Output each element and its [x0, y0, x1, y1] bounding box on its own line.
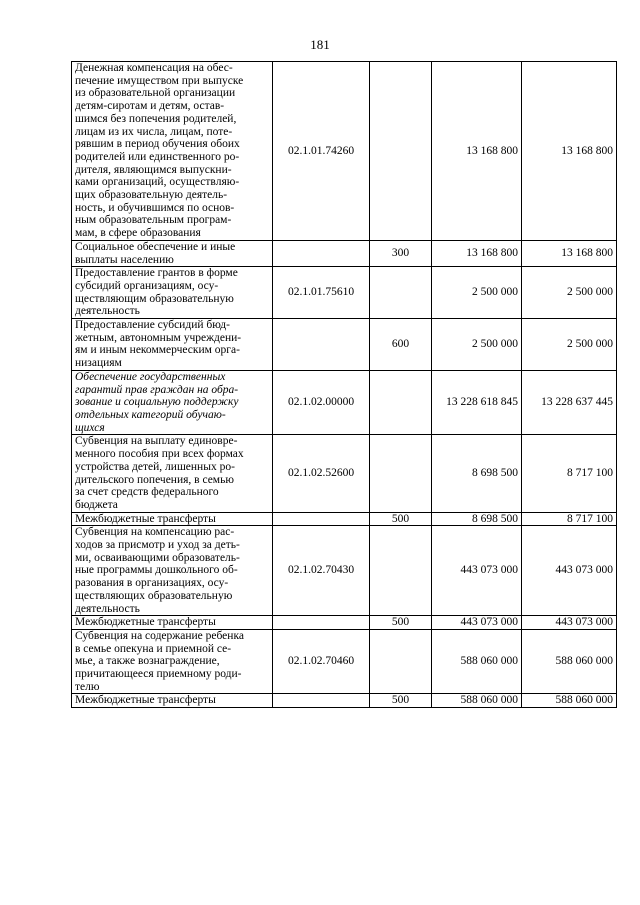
row-name-line: Социальное обеспечение и иные	[75, 240, 236, 253]
table-row	[72, 267, 617, 319]
row-sum-2: 13 168 800	[522, 62, 617, 241]
table-row	[72, 629, 617, 694]
row-name-line: ми, осваивающими образователь-	[75, 551, 240, 564]
row-code: 02.1.01.75610	[273, 267, 370, 319]
row-sum-2: 443 073 000	[522, 616, 617, 630]
row-name-line: Предоставление субсидий бюд-	[75, 319, 230, 332]
row-kvr	[370, 435, 432, 512]
row-sum-2: 2 500 000	[522, 319, 617, 371]
row-name-line: Межбюджетные трансферты	[75, 512, 216, 525]
row-name-line: печение имуществом при выпуске	[75, 74, 244, 87]
row-sum-2: 13 228 637 445	[522, 370, 617, 435]
row-sum-1: 13 228 618 845	[432, 370, 522, 435]
row-code	[273, 512, 370, 526]
row-sum-2: 8 717 100	[522, 512, 617, 526]
row-name-line: телю	[75, 680, 100, 693]
row-code: 02.1.02.00000	[273, 370, 370, 435]
row-sum-1: 13 168 800	[432, 62, 522, 241]
row-name-line: детям-сиротам и детям, остав-	[75, 100, 225, 113]
row-name	[72, 512, 273, 526]
row-name-line: родителей или единственного ро-	[75, 150, 240, 163]
row-sum-1: 2 500 000	[432, 319, 522, 371]
row-name-line: выплаты населению	[75, 253, 174, 266]
row-name	[72, 435, 273, 512]
row-name-line: щих образовательную деятель-	[75, 189, 228, 202]
row-name-line: ям и иным некоммерческим орга-	[75, 344, 240, 357]
table-row	[72, 616, 617, 630]
row-name-line: ками организаций, осуществляю-	[75, 176, 240, 189]
row-name	[72, 240, 273, 266]
row-name	[72, 616, 273, 630]
row-kvr	[370, 62, 432, 241]
row-kvr: 500	[370, 694, 432, 708]
row-name-line: деятельность	[75, 305, 140, 318]
row-name-line: деятельность	[75, 602, 140, 615]
table-row	[72, 512, 617, 526]
row-name-line: рявшим в период обучения обоих	[75, 138, 240, 151]
row-name-line: зование и социальную поддержку	[75, 396, 239, 409]
budget-table-body	[72, 62, 617, 708]
row-kvr	[370, 526, 432, 616]
row-sum-2: 588 060 000	[522, 629, 617, 694]
row-name-line: за счет средств федерального	[75, 486, 219, 499]
row-code	[273, 616, 370, 630]
row-name-line: Субвенция на выплату единовре-	[75, 435, 238, 448]
row-name-line: разования в организациях, осу-	[75, 577, 229, 590]
row-code	[273, 319, 370, 371]
row-code	[273, 694, 370, 708]
table-row	[72, 240, 617, 266]
row-name-line: шимся без попечения родителей,	[75, 112, 237, 125]
table-row	[72, 694, 617, 708]
row-name-line: лицам из их числа, лицам, поте-	[75, 125, 233, 138]
row-name-line: жетным, автономным учреждени-	[75, 331, 242, 344]
row-name-line: мам, в сфере образования	[75, 227, 201, 240]
row-name-line: Межбюджетные трансферты	[75, 694, 216, 707]
row-name	[72, 319, 273, 371]
row-code: 02.1.02.70460	[273, 629, 370, 694]
row-name-line: менного пособия при всех формах	[75, 448, 244, 461]
row-code: 02.1.01.74260	[273, 62, 370, 241]
row-code: 02.1.02.52600	[273, 435, 370, 512]
row-sum-2: 8 717 100	[522, 435, 617, 512]
row-sum-1: 13 168 800	[432, 240, 522, 266]
row-sum-1: 8 698 500	[432, 435, 522, 512]
row-code	[273, 240, 370, 266]
row-name	[72, 694, 273, 708]
row-kvr: 500	[370, 512, 432, 526]
page-number: 181	[310, 37, 330, 52]
table-row	[72, 435, 617, 512]
row-kvr: 500	[370, 616, 432, 630]
row-sum-1: 443 073 000	[432, 526, 522, 616]
row-sum-2: 13 168 800	[522, 240, 617, 266]
row-name-line: дительского попечения, в семью	[75, 473, 234, 486]
row-name-line: Субвенция на компенсацию рас-	[75, 526, 235, 539]
row-name-line: щихся	[75, 421, 105, 434]
row-name-line: ные программы дошкольного об-	[75, 564, 238, 577]
row-name-line: Субвенция на содержание ребенка	[75, 629, 244, 642]
row-sum-1: 8 698 500	[432, 512, 522, 526]
row-name-line: мье, а также вознаграждение,	[75, 655, 220, 668]
row-name-line: дителя, являющимся выпускни-	[75, 163, 232, 176]
row-kvr	[370, 267, 432, 319]
budget-table	[71, 61, 617, 708]
row-name-line: ществляющих образовательную	[75, 589, 233, 602]
row-sum-1: 443 073 000	[432, 616, 522, 630]
row-name	[72, 629, 273, 694]
row-name-line: ным образовательным програм-	[75, 214, 232, 227]
row-name	[72, 526, 273, 616]
row-kvr	[370, 370, 432, 435]
row-name-line: Предоставление грантов в форме	[75, 267, 238, 280]
row-name-line: ходов за присмотр и уход за деть-	[75, 539, 240, 552]
row-sum-2: 588 060 000	[522, 694, 617, 708]
row-name	[72, 267, 273, 319]
row-name	[72, 370, 273, 435]
row-name-line: в семье опекуна и приемной се-	[75, 642, 232, 655]
row-name-line: гарантий прав граждан на обра-	[75, 383, 239, 396]
row-name-line: низациям	[75, 357, 122, 370]
table-row	[72, 319, 617, 371]
row-name-line: Денежная компенсация на обес-	[75, 62, 233, 74]
row-sum-2: 2 500 000	[522, 267, 617, 319]
row-name-line: Обеспечение государственных	[75, 370, 226, 383]
row-name-line: Межбюджетные трансферты	[75, 616, 216, 629]
row-name-line: ществляющим образовательную	[75, 292, 234, 305]
row-sum-1: 588 060 000	[432, 694, 522, 708]
row-sum-2: 443 073 000	[522, 526, 617, 616]
table-row	[72, 62, 617, 241]
row-code: 02.1.02.70430	[273, 526, 370, 616]
row-name-line: устройства детей, лишенных ро-	[75, 460, 235, 473]
row-name-line: бюджета	[75, 498, 118, 511]
row-name-line: причитающееся приемному роди-	[75, 668, 242, 681]
table-row	[72, 526, 617, 616]
row-kvr	[370, 629, 432, 694]
row-kvr: 300	[370, 240, 432, 266]
row-name	[72, 62, 273, 241]
row-name-line: субсидий организациям, осу-	[75, 279, 219, 292]
row-name-line: из образовательной организации	[75, 87, 236, 100]
table-row	[72, 370, 617, 435]
row-sum-1: 588 060 000	[432, 629, 522, 694]
row-name-line: отдельных категорий обучаю-	[75, 408, 226, 421]
row-name-line: ность, и обучившимся по основ-	[75, 201, 235, 214]
row-sum-1: 2 500 000	[432, 267, 522, 319]
row-kvr: 600	[370, 319, 432, 371]
